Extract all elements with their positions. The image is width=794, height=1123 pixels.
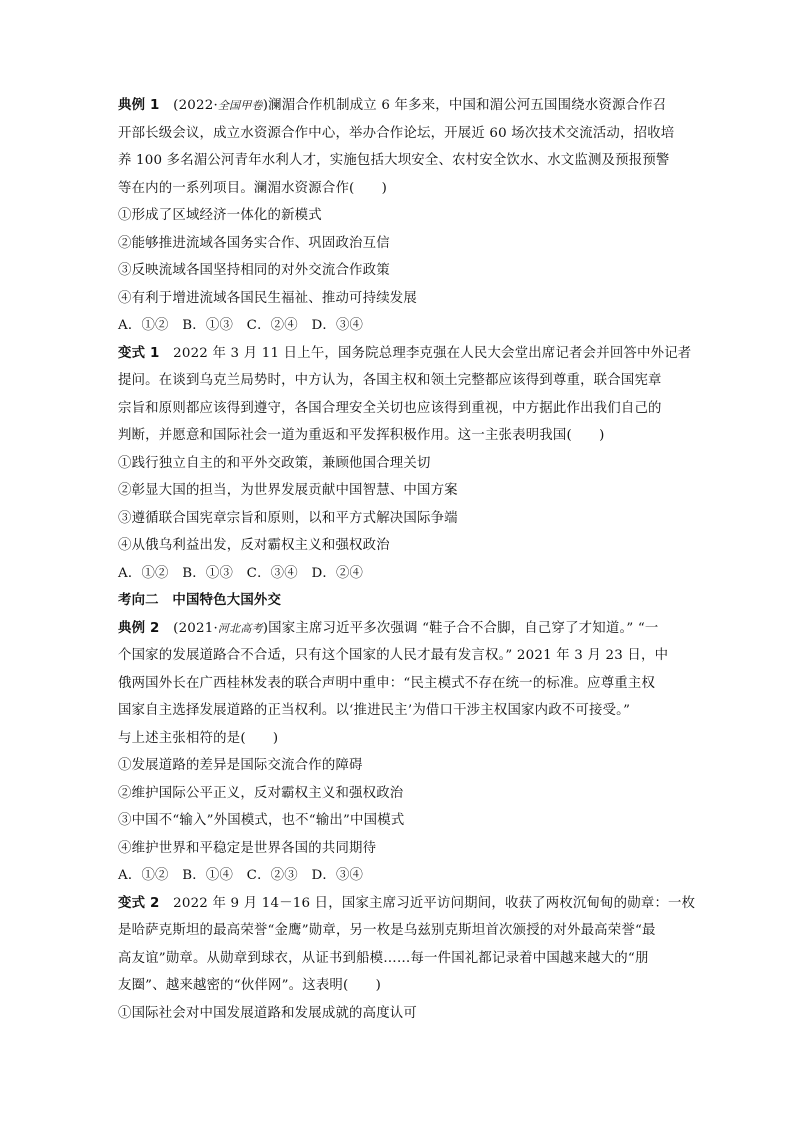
question-1-source: 全国甲卷 (217, 99, 263, 112)
question-2-item: ②维护国际公平正义，反对霸权主义和强权政治 (118, 785, 404, 801)
variant-2-line-1: 变式 2 2022 年 9 月 14－16 日，国家主席习近平访问期间，收获了两枚沉甸甸的勋章：一枚 (118, 895, 696, 911)
question-1-item: ①形成了区域经济一体化的新模式 (118, 208, 322, 223)
variant-1-line: 提问。在谈到乌克兰局势时，中方认为，各国主权和领土完整都应该得到尊重，联合国宪章 (118, 373, 662, 388)
question-1-item: ③反映流域各国坚持相同的对外交流合作政策 (118, 263, 390, 278)
variant-1-line: 宗旨和原则都应该得到遵守，各国合理安全关切也应该得到重视，中方据此作出我们自己的 (118, 400, 662, 416)
question-2-item: ①发展道路的差异是国际交流合作的障碍 (118, 758, 363, 773)
question-2-item: ③中国不“输入”外国模式，也不“输出”中国模式 (118, 813, 405, 828)
question-2-options: A．①② B．①④ C．②③ D．③④ (118, 868, 364, 883)
variant-1-item: ①践行独立自主的和平外交政策，兼顾他国合理关切 (118, 455, 431, 471)
question-2-line: 个国家的发展道路合不合适，只有这个国家的人民才最有发言权。” 2021 年 3 月 23 日，中 (118, 648, 669, 663)
variant-1-label: 变式 1 (118, 345, 160, 361)
variant-1-item: ③遵循联合国宪章宗旨和原则，以和平方式解决国际争端 (118, 510, 458, 526)
question-1-line: 养 100 多名湄公河青年水利人才，实施包括大坝安全、农村安全饮水、水文监测及预报预警 (118, 153, 670, 168)
question-1-line-1: 典例 1 (2022·全国甲卷)澜湄合作机制成立 6 年多来，中国和湄公河五国围绕水资源合作召 (118, 98, 667, 113)
variant-2-line: 高友谊”勋章。从勋章到球衣，从证书到船模……每一件国礼都记录着中国越来越大的“朋 (118, 950, 649, 966)
question-2-line-1: 典例 2 (2021·河北高考)国家主席习近平多次强调 “鞋子合不合脚，自己穿了才知道。” “一 (118, 620, 659, 636)
variant-1-line: 判断，并愿意和国际社会一道为重返和平发挥积极作用。这一主张表明我国( ) (118, 428, 605, 443)
question-2-line: 与上述主张相符的是( ) (118, 730, 279, 746)
variant-2-line: 是哈萨克斯坦的最高荣誉“金鹰”勋章，另一枚是乌兹别克斯坦首次颁授的对外最高荣誉“最 (118, 923, 656, 938)
question-2-line: 国家自主选择发展道路的正当权利。以‘推进民主’为借口干涉主权国家内政不可接受。” (118, 703, 631, 718)
question-1-line: 等在内的一系列项目。澜湄水资源合作( ) (118, 180, 388, 196)
document-page (118, 92, 696, 1027)
variant-1-item: ②彰显大国的担当，为世界发展贡献中国智慧、中国方案 (118, 483, 458, 498)
question-2-source: 河北高考 (217, 621, 263, 635)
variant-1-options: A．①② B．①③ C．③④ D．②④ (118, 565, 364, 581)
question-1-options: A．①② B．①③ C．②④ D．③④ (118, 318, 364, 333)
question-2-label: 典例 2 (118, 620, 160, 636)
variant-1-item: ④从俄乌利益出发，反对霸权主义和强权政治 (118, 538, 390, 553)
question-1-line: 开部长级会议，成立水资源合作中心，举办合作论坛，开展近 60 场次技术交流活动，招收培 (118, 125, 675, 141)
question-1-item: ④有利于增进流域各国民生福祉、推动可持续发展 (118, 290, 417, 306)
question-1-item: ②能够推进流域各国务实合作、巩固政治互信 (118, 235, 390, 251)
section-heading: 考向二 中国特色大国外交 (118, 593, 282, 608)
variant-2-item: ①国际社会对中国发展道路和发展成就的高度认可 (118, 1005, 417, 1021)
question-2-item: ④维护世界和平稳定是世界各国的共同期待 (118, 840, 377, 856)
variant-2-line: 友圈”、越来越密的“伙伴网”。这表明( ) (118, 978, 382, 993)
question-2-line: 俄两国外长在广西桂林发表的联合声明中重申：“民主模式不存在统一的标准。应尊重主权 (118, 675, 656, 691)
question-1-label: 典例 1 (118, 98, 160, 113)
variant-2-label: 变式 2 (118, 895, 160, 911)
variant-1-line-1: 变式 1 2022 年 3 月 11 日上午，国务院总理李克强在人民大会堂出席记者会并回答中外记者 (118, 345, 692, 361)
